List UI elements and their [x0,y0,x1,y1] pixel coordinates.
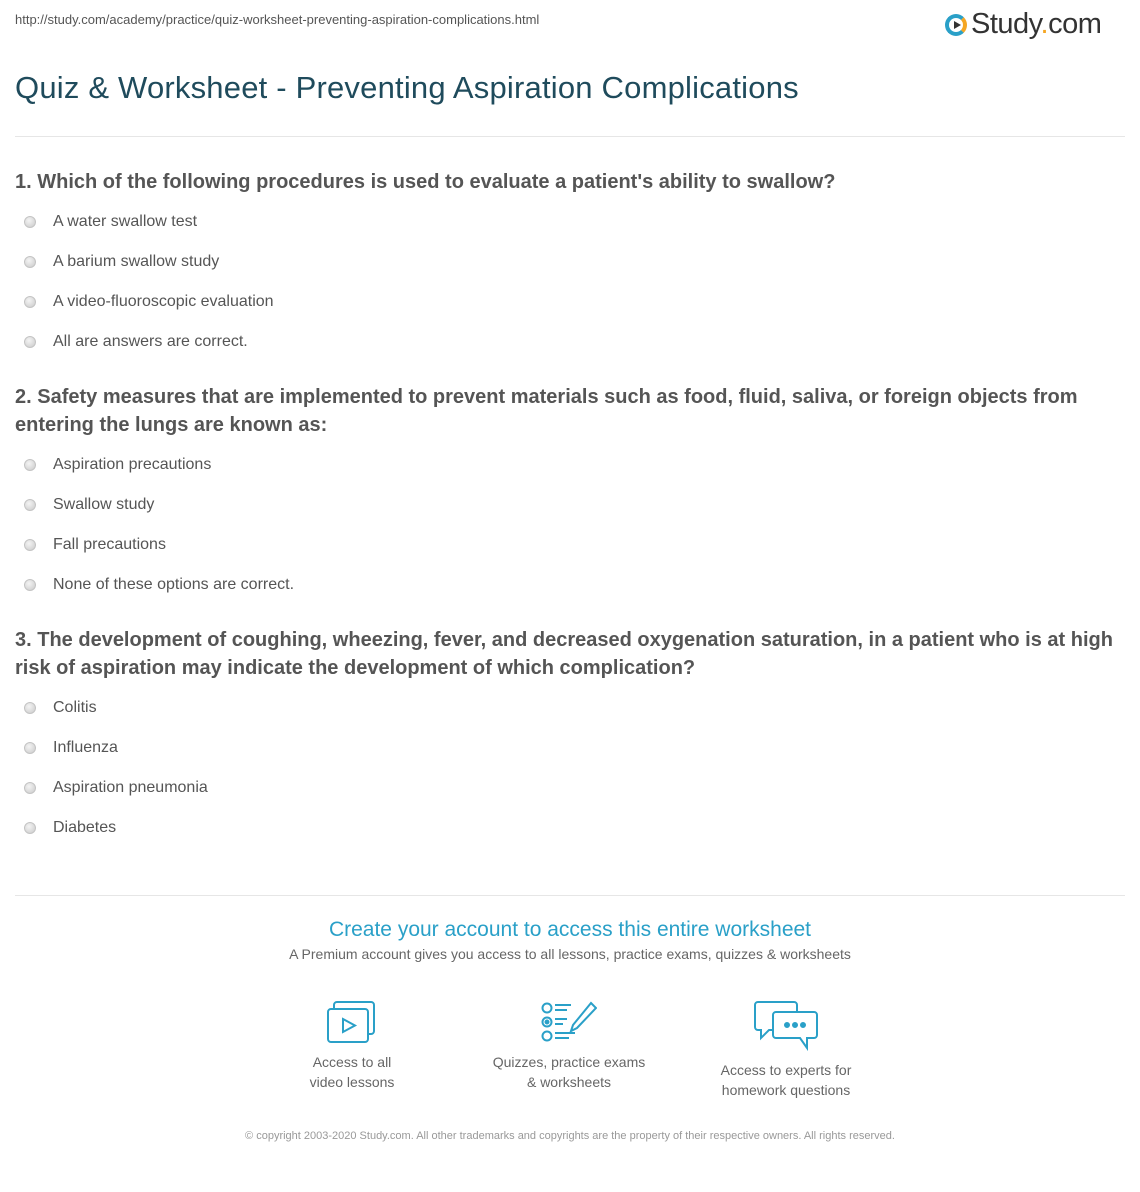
feature-line: & worksheets [526,1074,612,1090]
video-lessons-icon [326,1000,378,1044]
answer-label: Colitis [53,699,97,716]
study-logo[interactable] [945,8,1101,41]
answer-label: Aspiration pneumonia [53,779,208,796]
radio-button-icon[interactable] [24,702,36,714]
answer-option[interactable] [15,808,1125,848]
feature-experts [686,1000,886,1100]
answer-label: All are answers are correct. [53,333,248,350]
answer-label: A video-fluoroscopic evaluation [53,293,274,310]
question [15,626,1125,848]
radio-button-icon[interactable] [24,256,36,268]
feature-video-lessons [252,1000,452,1092]
answer-label: Aspiration precautions [53,456,212,473]
radio-button-icon[interactable] [24,336,36,348]
question [15,383,1125,605]
answer-option[interactable] [15,728,1125,768]
feature-line: homework questions [721,1082,851,1098]
logo-dot: . [1040,8,1049,40]
answer-option[interactable] [15,322,1125,362]
radio-button-icon[interactable] [24,822,36,834]
question-text: 1. Which of the following procedures is used to evaluate a patient's ability to swallow? [15,171,836,193]
answer-option[interactable] [15,202,1125,242]
divider [15,136,1125,137]
copyright: © copyright 2003-2020 Study.com. All other trademarks and copyrights are the property of their respective owners. All rights reserved. [245,1130,895,1142]
radio-button-icon[interactable] [24,499,36,511]
radio-button-icon[interactable] [24,459,36,471]
radio-button-icon[interactable] [24,782,36,794]
answer-label: A barium swallow study [53,253,220,270]
question-text: 3. The development of coughing, wheezing, fever, and decreased oxygenation saturation, in a patient who is at high risk of aspiration may indicate the development of which complication? [15,629,1113,679]
answer-option[interactable] [15,282,1125,322]
play-logo-icon [945,14,967,36]
divider [15,895,1125,896]
logo-text [971,8,1101,41]
page-title: Quiz & Worksheet - Preventing Aspiration Complications [15,70,799,105]
radio-button-icon[interactable] [24,216,36,228]
answer-label: Diabetes [53,819,117,836]
feature-quizzes [469,1000,669,1092]
question-text: 2. Safety measures that are implemented to prevent materials such as food, fluid, saliva, or foreign objects from entering the lungs are known as: [15,386,1078,436]
answer-option[interactable] [15,688,1125,728]
feature-line: Access to experts for [720,1062,852,1078]
answer-label: None of these options are correct. [53,576,295,593]
cta-subtitle: A Premium account gives you access to all lessons, practice exams, quizzes & worksheets [289,946,851,962]
logo-name: Study [971,8,1041,40]
radio-button-icon[interactable] [24,296,36,308]
question [15,168,1125,362]
answer-option[interactable] [15,445,1125,485]
logo-suffix: com [1048,8,1102,40]
answer-label: Fall precautions [53,536,166,553]
feature-line: video lessons [309,1074,395,1090]
radio-button-icon[interactable] [24,579,36,591]
quiz-checklist-icon [541,1000,597,1044]
answer-option[interactable] [15,565,1125,605]
answer-option[interactable] [15,242,1125,282]
chat-bubbles-icon [754,1000,818,1052]
feature-line: Access to all [312,1054,392,1070]
answer-label: Influenza [53,739,118,756]
page-url: http://study.com/academy/practice/quiz-worksheet-preventing-aspiration-complications.html [15,12,540,27]
question-list [15,168,1125,869]
answer-option[interactable] [15,768,1125,808]
create-account-link[interactable]: Create your account to access this entire worksheet [328,918,812,941]
signup-cta [0,918,1140,962]
radio-button-icon[interactable] [24,742,36,754]
radio-button-icon[interactable] [24,539,36,551]
feature-line: Quizzes, practice exams [492,1054,646,1070]
answer-option[interactable] [15,485,1125,525]
answer-label: A water swallow test [53,213,198,230]
answer-option[interactable] [15,525,1125,565]
answer-label: Swallow study [53,496,155,513]
